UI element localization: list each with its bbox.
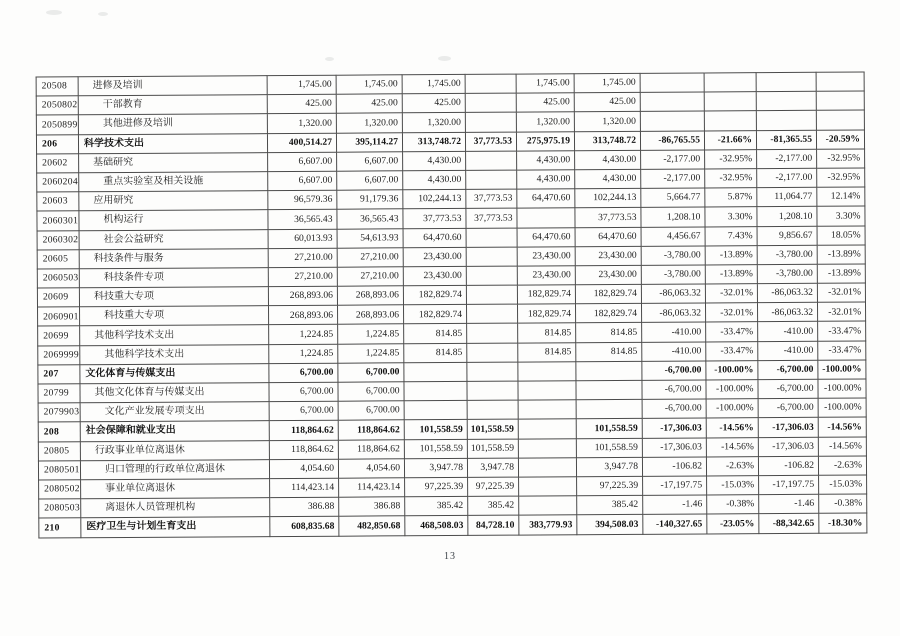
value-cell: -33.47% xyxy=(706,341,758,361)
value-cell xyxy=(519,496,577,516)
value-cell: 814.85 xyxy=(576,342,642,362)
value-cell: -32.01% xyxy=(705,284,757,304)
value-cell xyxy=(756,111,816,131)
value-cell: 12.14% xyxy=(817,187,865,206)
value-cell: 1,320.00 xyxy=(267,114,336,134)
value-cell: -6,700.00 xyxy=(758,398,818,418)
value-cell: 4,430.00 xyxy=(575,150,641,170)
value-cell: -13.89% xyxy=(705,265,757,285)
name-cell: 社会保障和就业支出 xyxy=(80,421,269,441)
value-cell: -17,306.03 xyxy=(642,418,706,438)
value-cell: 9,856.67 xyxy=(757,226,817,246)
value-cell: 482,850.68 xyxy=(339,516,405,536)
name-cell: 机构运行 xyxy=(79,210,268,230)
value-cell: 4,054.60 xyxy=(269,459,338,479)
value-cell: 101,558.59 xyxy=(404,439,467,459)
value-cell: -410.00 xyxy=(642,322,706,342)
value-cell: 11,064.77 xyxy=(757,187,817,207)
value-cell: 36,565.43 xyxy=(268,210,337,230)
code-cell: 20605 xyxy=(37,249,79,268)
value-cell: 4,054.60 xyxy=(338,459,404,479)
value-cell: 23,430.00 xyxy=(403,266,466,286)
value-cell: 91,179.36 xyxy=(337,190,403,210)
name-cell: 行政事业单位离退休 xyxy=(80,440,269,460)
value-cell xyxy=(518,457,576,477)
value-cell: -3,780.00 xyxy=(757,245,817,265)
value-cell: 1,224.85 xyxy=(338,324,404,344)
code-cell: 2060301 xyxy=(37,211,79,230)
value-cell: 386.88 xyxy=(339,497,405,517)
value-cell: -32.01% xyxy=(817,302,865,321)
value-cell: 23,430.00 xyxy=(403,247,466,267)
value-cell: -3,780.00 xyxy=(641,265,705,285)
name-cell: 事业单位离退休 xyxy=(81,479,270,499)
value-cell xyxy=(704,73,756,93)
value-cell: -106.82 xyxy=(642,457,706,477)
value-cell: 37,773.53 xyxy=(575,208,641,228)
value-cell xyxy=(518,419,576,439)
value-cell: -32.95% xyxy=(705,149,757,169)
value-cell: 5,664.77 xyxy=(641,188,705,208)
value-cell: -106.82 xyxy=(758,456,818,476)
value-cell: 3,947.78 xyxy=(404,458,467,478)
code-cell: 210 xyxy=(39,518,81,537)
value-cell: 1,224.85 xyxy=(269,325,338,345)
code-cell: 2080501 xyxy=(38,461,80,480)
value-cell: -17,306.03 xyxy=(758,418,818,438)
value-cell: 118,864.62 xyxy=(269,421,338,441)
value-cell: -15.03% xyxy=(819,475,867,494)
code-cell: 2060204 xyxy=(37,173,79,192)
value-cell: 101,558.59 xyxy=(404,420,467,440)
code-cell: 207 xyxy=(38,365,80,384)
value-cell xyxy=(518,400,576,420)
value-cell: -100.00% xyxy=(706,380,758,400)
name-cell: 重点实验室及相关设施 xyxy=(79,172,268,192)
value-cell: 101,558.59 xyxy=(576,419,642,439)
name-cell: 文化体育与传媒支出 xyxy=(80,363,269,383)
value-cell: 6,700.00 xyxy=(269,401,338,421)
value-cell: 182,829.74 xyxy=(403,285,466,305)
value-cell: -2,177.00 xyxy=(757,168,817,188)
scan-artifact xyxy=(438,56,451,61)
code-cell: 208 xyxy=(38,422,80,441)
value-cell: 1,745.00 xyxy=(574,73,640,93)
value-cell xyxy=(518,381,576,401)
value-cell: -6,700.00 xyxy=(758,379,818,399)
name-cell: 其他文化体育与传媒支出 xyxy=(80,383,269,403)
code-cell: 2050802 xyxy=(36,96,78,115)
code-cell: 2050899 xyxy=(36,115,78,134)
value-cell xyxy=(704,111,756,131)
value-cell: 313,748.72 xyxy=(574,131,640,151)
value-cell xyxy=(465,74,516,93)
name-cell: 科学技术支出 xyxy=(78,133,267,153)
value-cell: 425.00 xyxy=(336,94,402,114)
value-cell xyxy=(518,362,576,382)
value-cell: -0.38% xyxy=(819,494,867,513)
name-cell: 归口管理的行政单位离退休 xyxy=(80,459,269,479)
value-cell: 1,745.00 xyxy=(516,74,574,94)
value-cell: 37,773.53 xyxy=(403,209,466,229)
value-cell: -86,063.32 xyxy=(757,283,817,303)
value-cell: 37,773.53 xyxy=(466,208,517,227)
code-cell: 2060901 xyxy=(38,307,80,326)
value-cell: 84,728.10 xyxy=(468,515,519,534)
value-cell xyxy=(467,362,518,381)
name-cell: 社会公益研究 xyxy=(79,229,268,249)
value-cell xyxy=(519,477,577,497)
value-cell: 4,430.00 xyxy=(517,150,575,170)
value-cell: 3,947.78 xyxy=(467,458,518,477)
code-cell: 20602 xyxy=(37,154,79,173)
value-cell xyxy=(640,73,704,93)
value-cell: 102,244.13 xyxy=(575,188,641,208)
code-cell: 2079903 xyxy=(38,403,80,422)
name-cell: 其他科学技术支出 xyxy=(80,344,269,364)
value-cell: -32.95% xyxy=(817,149,865,168)
value-cell xyxy=(466,228,517,247)
name-cell: 其他科学技术支出 xyxy=(80,325,269,345)
value-cell: 3,947.78 xyxy=(576,457,642,477)
value-cell: 23,430.00 xyxy=(517,246,575,266)
value-cell: -18.30% xyxy=(819,513,867,532)
value-cell: 268,893.06 xyxy=(269,305,338,325)
value-cell: 4,430.00 xyxy=(403,151,466,171)
value-cell xyxy=(816,110,864,129)
code-cell: 20805 xyxy=(38,441,80,460)
value-cell: 114,423.14 xyxy=(339,478,405,498)
name-cell: 干部教育 xyxy=(78,95,267,115)
value-cell: 385.42 xyxy=(468,496,519,515)
code-cell: 2060302 xyxy=(37,230,79,249)
value-cell: -81,365.55 xyxy=(756,130,816,150)
value-cell: -1.46 xyxy=(759,494,819,514)
value-cell: -100.00% xyxy=(706,360,758,380)
value-cell: 23,430.00 xyxy=(575,246,641,266)
value-cell: -17,197.75 xyxy=(759,475,819,495)
value-cell: -32.95% xyxy=(705,169,757,189)
value-cell: 64,470.60 xyxy=(517,189,575,209)
value-cell: 6,607.00 xyxy=(337,171,403,191)
value-cell: -32.95% xyxy=(817,168,865,187)
value-cell: 425.00 xyxy=(574,93,640,113)
value-cell: 101,558.59 xyxy=(467,439,518,458)
code-cell: 2080503 xyxy=(39,499,81,518)
value-cell: 1,745.00 xyxy=(402,74,465,94)
value-cell: -410.00 xyxy=(642,342,706,362)
value-cell: 182,829.74 xyxy=(517,285,575,305)
code-cell: 2060503 xyxy=(37,269,79,288)
value-cell: 425.00 xyxy=(516,93,574,113)
value-cell: -17,306.03 xyxy=(642,438,706,458)
value-cell: 182,829.74 xyxy=(575,304,641,324)
value-cell: 383,779.93 xyxy=(519,515,577,535)
value-cell: 6,700.00 xyxy=(338,363,404,383)
value-cell: 114,423.14 xyxy=(270,478,339,498)
value-cell xyxy=(466,285,517,304)
table-body xyxy=(36,72,867,538)
value-cell: -88,342.65 xyxy=(759,514,819,534)
value-cell: 6,607.00 xyxy=(268,171,337,191)
value-cell: -33.47% xyxy=(706,322,758,342)
value-cell: -86,063.32 xyxy=(757,303,817,323)
budget-table xyxy=(36,71,868,538)
value-cell: 6,607.00 xyxy=(268,152,337,172)
value-cell: -32.01% xyxy=(817,283,865,302)
value-cell: 6,700.00 xyxy=(269,382,338,402)
name-cell: 科技重大专项 xyxy=(79,287,268,307)
value-cell: 1,320.00 xyxy=(336,113,402,133)
value-cell: 814.85 xyxy=(404,343,467,363)
value-cell: -3,780.00 xyxy=(757,264,817,284)
name-cell: 应用研究 xyxy=(79,191,268,211)
value-cell: 101,558.59 xyxy=(467,419,518,438)
value-cell: -32.01% xyxy=(705,303,757,323)
value-cell: 7.43% xyxy=(705,226,757,246)
value-cell: 1,224.85 xyxy=(269,344,338,364)
value-cell: 101,558.59 xyxy=(576,438,642,458)
value-cell: 608,835.68 xyxy=(270,517,339,537)
value-cell: 182,829.74 xyxy=(517,304,575,324)
value-cell: 6,700.00 xyxy=(338,401,404,421)
value-cell xyxy=(465,112,516,131)
value-cell: -6,700.00 xyxy=(642,380,706,400)
value-cell: -2.63% xyxy=(818,456,866,475)
value-cell: 1,745.00 xyxy=(267,75,336,95)
table-row xyxy=(39,513,867,537)
value-cell: -0.38% xyxy=(707,495,759,515)
value-cell xyxy=(467,400,518,419)
name-cell: 其他进修及培训 xyxy=(78,114,267,134)
value-cell: 5.87% xyxy=(705,188,757,208)
value-cell: -14.56% xyxy=(706,437,758,457)
value-cell: -2,177.00 xyxy=(641,150,705,170)
value-cell xyxy=(467,343,518,362)
value-cell: 400,514.27 xyxy=(267,133,336,153)
name-cell: 科技条件专项 xyxy=(79,267,268,287)
value-cell: 23,430.00 xyxy=(517,266,575,286)
value-cell xyxy=(404,401,467,421)
value-cell: 18.05% xyxy=(817,225,865,244)
name-cell: 文化产业发展专项支出 xyxy=(80,402,269,422)
value-cell: 1,208.10 xyxy=(641,207,705,227)
value-cell: -6,700.00 xyxy=(642,361,706,381)
value-cell: 814.85 xyxy=(404,324,467,344)
value-cell xyxy=(640,111,704,131)
value-cell: -20.59% xyxy=(816,130,864,149)
value-cell: -14.56% xyxy=(706,418,758,438)
value-cell: 268,893.06 xyxy=(338,305,404,325)
value-cell: 4,430.00 xyxy=(575,169,641,189)
value-cell: 385.42 xyxy=(577,495,643,515)
value-cell: 118,864.62 xyxy=(338,439,404,459)
value-cell xyxy=(816,91,864,110)
value-cell: -13.89% xyxy=(817,264,865,283)
value-cell: 814.85 xyxy=(576,323,642,343)
name-cell: 科技重大专项 xyxy=(80,306,269,326)
value-cell: -3,780.00 xyxy=(641,246,705,266)
value-cell: 395,114.27 xyxy=(336,132,402,152)
value-cell xyxy=(466,247,517,266)
value-cell: 3.30% xyxy=(705,207,757,227)
code-cell: 20699 xyxy=(38,326,80,345)
value-cell: 60,013.93 xyxy=(268,229,337,249)
name-cell: 科技条件与服务 xyxy=(79,248,268,268)
value-cell xyxy=(704,92,756,112)
value-cell: -86,063.32 xyxy=(641,303,705,323)
value-cell: 23,430.00 xyxy=(575,265,641,285)
value-cell: 4,430.00 xyxy=(403,170,466,190)
value-cell xyxy=(466,304,517,323)
value-cell: -86,765.55 xyxy=(640,131,704,151)
value-cell: 468,508.03 xyxy=(405,516,468,536)
value-cell: -33.47% xyxy=(818,341,866,360)
value-cell: 3.30% xyxy=(817,206,865,225)
value-cell: 97,225.39 xyxy=(405,477,468,497)
value-cell: -410.00 xyxy=(758,322,818,342)
value-cell: 275,975.19 xyxy=(516,131,574,151)
value-cell: -14.56% xyxy=(818,437,866,456)
value-cell xyxy=(404,362,467,382)
value-cell: 6,607.00 xyxy=(337,152,403,172)
value-cell: -2.63% xyxy=(706,456,758,476)
value-cell: -13.89% xyxy=(705,245,757,265)
value-cell: 27,210.00 xyxy=(337,267,403,287)
value-cell: -140,327.65 xyxy=(643,514,707,534)
value-cell: 394,508.03 xyxy=(577,515,643,535)
value-cell xyxy=(465,93,516,112)
value-cell: 425.00 xyxy=(402,94,465,114)
code-cell: 20603 xyxy=(37,192,79,211)
value-cell xyxy=(467,381,518,400)
value-cell: 1,320.00 xyxy=(516,112,574,132)
value-cell: 313,748.72 xyxy=(402,132,465,152)
code-cell: 2069999 xyxy=(38,345,80,364)
value-cell: -100.00% xyxy=(706,399,758,419)
value-cell: 814.85 xyxy=(518,342,576,362)
value-cell: 182,829.74 xyxy=(404,305,467,325)
value-cell: -1.46 xyxy=(643,495,707,515)
value-cell: 386.88 xyxy=(270,497,339,517)
value-cell: 268,893.06 xyxy=(337,286,403,306)
value-cell xyxy=(756,91,816,111)
page-number: 13 xyxy=(444,551,456,562)
value-cell xyxy=(466,170,517,189)
value-cell xyxy=(576,380,642,400)
value-cell: -15.03% xyxy=(707,476,759,496)
value-cell: 385.42 xyxy=(405,497,468,517)
value-cell: 4,456.67 xyxy=(641,226,705,246)
value-cell: -14.56% xyxy=(818,417,866,436)
value-cell: 1,745.00 xyxy=(336,75,402,95)
scan-artifact xyxy=(98,12,108,16)
name-cell: 离退休人员管理机构 xyxy=(81,498,270,518)
value-cell: -100.00% xyxy=(818,398,866,417)
value-cell: 1,208.10 xyxy=(757,207,817,227)
value-cell: -100.00% xyxy=(818,360,866,379)
value-cell: -2,177.00 xyxy=(757,149,817,169)
name-cell: 医疗卫生与计划生育支出 xyxy=(81,517,270,537)
scan-artifact xyxy=(46,10,62,15)
value-cell: 118,864.62 xyxy=(338,420,404,440)
value-cell: 1,320.00 xyxy=(402,113,465,133)
value-cell xyxy=(517,208,575,228)
value-cell: 4,430.00 xyxy=(517,170,575,190)
value-cell: 37,773.53 xyxy=(466,189,517,208)
value-cell: 97,225.39 xyxy=(468,477,519,496)
value-cell: -100.00% xyxy=(818,379,866,398)
value-cell: -13.89% xyxy=(817,245,865,264)
value-cell: -17,306.03 xyxy=(758,437,818,457)
code-cell: 20799 xyxy=(38,384,80,403)
value-cell: 6,700.00 xyxy=(338,382,404,402)
value-cell: 64,470.60 xyxy=(517,227,575,247)
value-cell: 64,470.60 xyxy=(403,228,466,248)
name-cell: 进修及培训 xyxy=(78,76,267,96)
value-cell: 118,864.62 xyxy=(269,440,338,460)
value-cell: 1,224.85 xyxy=(338,343,404,363)
scan-artifact xyxy=(325,57,334,61)
value-cell: 425.00 xyxy=(267,94,336,114)
value-cell: 97,225.39 xyxy=(577,476,643,496)
code-cell: 206 xyxy=(36,134,78,153)
value-cell: 36,565.43 xyxy=(337,209,403,229)
value-cell xyxy=(756,72,816,92)
value-cell: 37,773.53 xyxy=(465,132,516,151)
value-cell xyxy=(467,324,518,343)
value-cell: 54,613.93 xyxy=(337,228,403,248)
value-cell: 64,470.60 xyxy=(575,227,641,247)
value-cell: 27,210.00 xyxy=(268,248,337,268)
value-cell: -23.05% xyxy=(707,514,759,534)
value-cell xyxy=(640,92,704,112)
value-cell: 814.85 xyxy=(518,323,576,343)
value-cell xyxy=(576,361,642,381)
value-cell: 268,893.06 xyxy=(268,286,337,306)
code-cell: 2080502 xyxy=(39,480,81,499)
value-cell xyxy=(466,151,517,170)
value-cell: -21.66% xyxy=(704,130,756,150)
value-cell: -17,197.75 xyxy=(643,476,707,496)
value-cell: 27,210.00 xyxy=(268,267,337,287)
value-cell: 1,320.00 xyxy=(574,112,640,132)
value-cell xyxy=(404,381,467,401)
value-cell: 27,210.00 xyxy=(337,247,403,267)
value-cell xyxy=(816,72,864,91)
code-cell: 20508 xyxy=(36,77,78,96)
value-cell xyxy=(466,266,517,285)
value-cell: 96,579.36 xyxy=(268,190,337,210)
value-cell: -2,177.00 xyxy=(641,169,705,189)
value-cell xyxy=(518,438,576,458)
value-cell: -6,700.00 xyxy=(758,360,818,380)
name-cell: 基础研究 xyxy=(79,152,268,172)
code-cell: 20609 xyxy=(37,288,79,307)
value-cell xyxy=(576,400,642,420)
value-cell: -6,700.00 xyxy=(642,399,706,419)
value-cell: -33.47% xyxy=(818,321,866,340)
value-cell: -410.00 xyxy=(758,341,818,361)
value-cell: -86,063.32 xyxy=(641,284,705,304)
value-cell: 6,700.00 xyxy=(269,363,338,383)
value-cell: 182,829.74 xyxy=(575,284,641,304)
value-cell: 102,244.13 xyxy=(403,190,466,210)
